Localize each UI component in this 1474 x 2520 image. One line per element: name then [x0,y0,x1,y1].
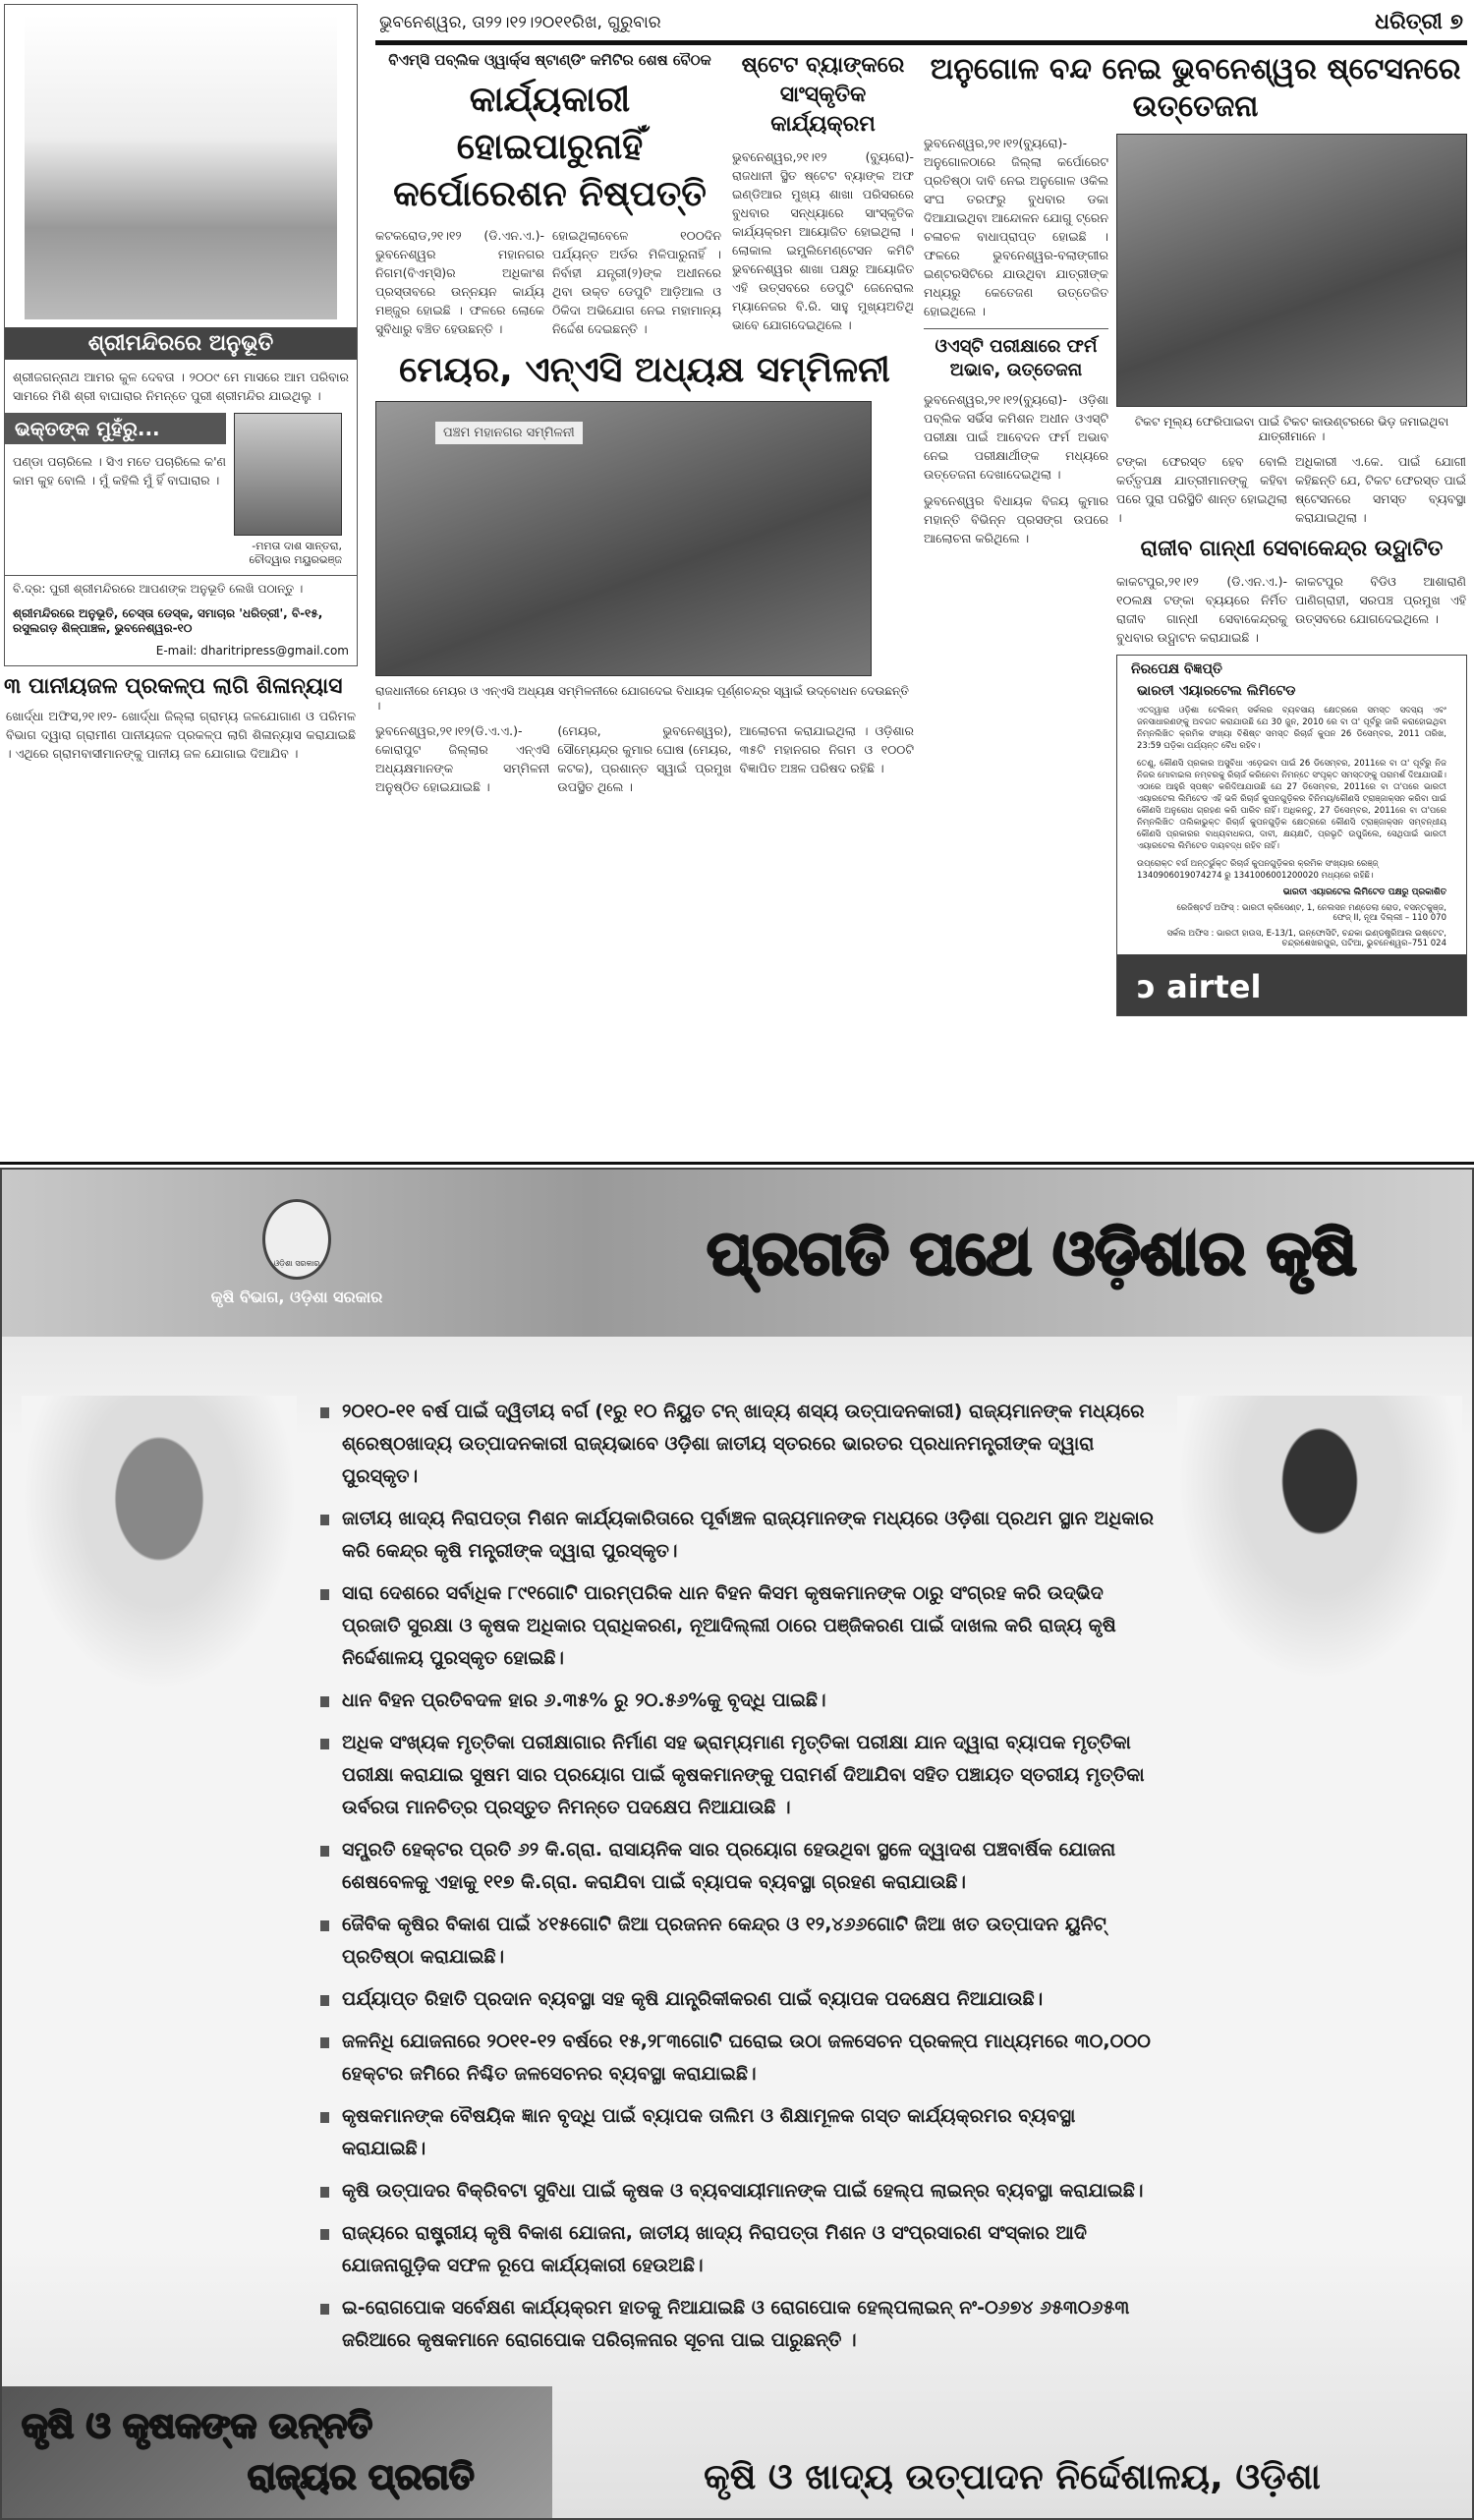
page-divider [0,1162,1474,1165]
stories-area [375,51,1467,1016]
headline-station: ଅନୁଗୋଳ ବନ୍ଦ ନେଇ ଭୁବନେଶ୍ୱର ଷ୍ଟେସନରେ ଉତ୍ତେଜନା [930,52,1461,124]
corp-bank-row [375,51,914,338]
story-station-body-2: ଟଙ୍କା ଫେରସ୍ତ ହେବ ବୋଲି କର୍ତ୍ତୃପକ୍ଷ ଯାତ୍ରୀମାନଙ୍କୁ କହିବା ପରେ ପୁରା ପରିସ୍ଥିତି ଶାନ୍ତ ହୋଇଥିଲା । [1116,454,1287,525]
story-corp-body-2: ହୋଇଥିଲାବେଳେ ୧୦୦ଦିନ ପର୍ଯ୍ୟନ୍ତ ଅର୍ଡର ମିଳିପାରୁନାହିଁ । ନିର୍ବାହୀ ଯନ୍ତ୍ରୀ(୨)ଙ୍କ ଅଧୀନରେ ଥିବା ଉକ୍ତ ଡେପୁଟି ଆଡ଼ିଆଲ ଓ ଠିକିଦା ଅଭିଯୋଗ ନେଇ ମହାମାନ୍ୟ ନିର୍ଦ୍ଦେଶ ଦେଇଛନ୍ତି । [552,228,721,336]
devotee-photo [234,413,342,536]
ad-title: ପ୍ରଗତି ପଥେ ଓଡ଼ିଶାର କୃଷି [707,1217,1357,1289]
devotee-block [5,413,357,567]
ad-department-block [2,1183,592,1323]
story-corp [375,51,724,338]
ad-bullet: ଜାତୀୟ ଖାଦ୍ୟ ନିରାପତ୍ତା ମିଶନ କାର୍ଯ୍ୟକାରିତାରେ ପୂର୍ବାଞ୍ଚଳ ରାଜ୍ୟମାନଙ୍କ ମଧ୍ୟରେ ଓଡ଼ିଶା ପ୍ରଥମ ସ୍ଥାନ ଅଧିକାର କରି କେନ୍ଦ୍ର କୃଷି ମନ୍ତ୍ରୀଙ୍କ ଦ୍ୱାରା ପୁରସ୍କୃତ। [316,1503,1158,1568]
ad-bullet: କୃଷି ଉତ୍ପାଦର ବିକ୍ରିବଟା ସୁବିଧା ପାଇଁ କୃଷକ ଓ ବ୍ୟବସାୟୀମାନଙ୍କ ପାଇଁ ହେଲ୍ପ ଲାଇନ୍‌ର ବ୍ୟବସ୍ଥା କରାଯାଇଛି। [316,2175,1158,2207]
stories-right-block [924,51,1467,1016]
notice-address-registered: ରେଜିଷ୍ଟର୍ଡ ଅଫିସ୍ : ଭାରତୀ କ୍ରିସେଣ୍ଟ, 1, ନେଲସନ ମଣ୍ଡେଲା ରୋଡ, ବସନ୍ତକୁଞ୍ଜ, ଫେଜ୍ II, ନୂଆ ଦିଲ୍ଲୀ – 110 070 [1176,903,1446,923]
dateline: ଭୁବନେଶ୍ୱର, ତା୨୨।୧୨।୨୦୧୧ରିଖ, ଗୁରୁବାର [379,12,661,32]
story-bank-body: ଭୁବନେଶ୍ୱର,୨୧।୧୨ (ବ୍ୟୁରୋ)- ରାଜଧାନୀ ସ୍ଥିତ ଷ୍ଟେଟ ବ୍ୟାଙ୍କ ଅଫ ଇଣ୍ଡିଆର ମୁଖ୍ୟ ଶାଖା ପରିସରରେ ବୁଧବାର ସନ୍ଧ୍ୟାରେ ସାଂସ୍କୃତିକ କାର୍ଯ୍ୟକ୍ରମ ଆୟୋଜିତ ହୋଇଥିଲା । ଲୋକାଲ ଇମ୍ପ୍ଲିମେଣ୍ଟେସନ କମିଟି ଭୁବନେଶ୍ୱର ଶାଖା ପକ୍ଷରୁ ଆୟୋଜିତ ଏହି ଉତ୍ସବରେ ଡେପୁଟି ଜେନେରାଲ ମ୍ୟାନେଜର ବି.ରି. ସାହୁ ମୁଖ୍ୟଅତିଥି ଭାବେ ଯୋଗଦେଇଥିଲେ । [732,149,914,332]
banner-bhakta: ଭକ୍ତଙ୍କ ମୁହଁରୁ... [5,413,226,444]
ad-bullet: ଧାନ ବିହନ ପ୍ରତିବଦଳ ହାର ୬.୩୫% ରୁ ୨୦.୫୬%କୁ ବୃଦ୍ଧି ପାଇଛି। [316,1685,1158,1717]
story-rajiv-body-1: କାକଟପୁର,୨୧।୧୨ (ଡି.ଏନ.ଏ.)- ୧୦ଲକ୍ଷ ଟଙ୍କା ବ୍ୟୟରେ ନିର୍ମିତ ରାଜୀବ ଗାନ୍ଧୀ ସେବାକେନ୍ଦ୍ରକୁ ବୁଧବାର ଉଦ୍ଘାଟନ କରାଯାଇଛି । [1116,574,1287,645]
rajiv-body-row [1116,572,1467,647]
chief-minister-photo [22,1396,297,1690]
ad-department: କୃଷି ବିଭାଗ, ଓଡ଼ିଶା ସରକାର [210,1288,383,1306]
airtel-notice [1116,655,1467,1016]
main-area [375,4,1467,1154]
ad-bullet: ଅଧିକ ସଂଖ୍ୟକ ମୃତ୍ତିକା ପରୀକ୍ଷାଗାର ନିର୍ମାଣ ସହ ଭ୍ରାମ୍ୟମାଣ ମୃତ୍ତିକା ପରୀକ୍ଷା ଯାନ ଦ୍ୱାରା ବ୍ୟାପକ ମୃତ୍ତିକା ପରୀକ୍ଷା କରାଯାଇ ସୁଷମ ସାର ପ୍ରୟୋଗ ପାଇଁ କୃଷକମାନଙ୍କୁ ପରାମର୍ଶ ଦିଆଯିବା ସହିତ ପଞ୍ଚାୟତ ସ୍ତରୀୟ ମୃତ୍ତିକା ଉର୍ବରତା ମାନଚିତ୍ର ପ୍ରସ୍ତୁତ ନିମନ୍ତେ ପଦକ୍ଷେପ ନିଆଯାଉଛି । [316,1727,1158,1824]
headline-corp: କାର୍ଯ୍ୟକାରୀ ହୋଇପାରୁନାହିଁ କର୍ପୋରେଶନ ନିଷ୍ପତ୍ତି [393,80,707,214]
notice-para-1: ଏତଦ୍ୱାରା ଓଡ଼ିଶା ଟେଲିକମ୍ ସର୍କଲର ବ୍ୟବସାୟ କ୍ଷେତ୍ରରେ ସମସ୍ତ ସଦସ୍ୟ ଏବଂ ଜନସାଧାରଣଙ୍କୁ ଅବଗତ କରାଯାଉଛି ଯେ 30 ଜୁନ, 2010 ରେ ବା ତା' ପୂର୍ବରୁ ଜାରି କରାହୋଇଥିବା ନିମ୍ନଲିଖିତ କ୍ରମିକ ସଂଖ୍ୟା ବିଶିଷ୍ଟ ସମସ୍ତ ରିଚାର୍ଜ କୁପନ 26 ଡିସେମ୍ବର, 2011 ତାରିଖ, 23:59 ଘଡ଼ିକା ପର୍ଯ୍ୟନ୍ତ ବୈଧ ରହିବ। [1137,706,1446,751]
agriculture-ad [0,1168,1474,2520]
ad-footer-directorate: କୃଷି ଓ ଖାଦ୍ୟ ଉତ୍ପାଦନ ନିର୍ଦ୍ଦେଶାଳୟ, ଓଡ଼ିଶା [704,2457,1321,2497]
story-water-body: ଖୋର୍ଦ୍ଧା ଅଫିସ,୨୧।୧୨- ଖୋର୍ଦ୍ଧା ଜିଲ୍ଲା ଗ୍ରାମ୍ୟ ଜଳଯୋଗାଣ ଓ ପରିମଳ ବିଭାଗ ଦ୍ୱାରା ଗ୍ରାମୀଣ ପାନୀୟଜଳ ପ୍ରକଳ୍ପ ଲାଗି ଶିଳାନ୍ୟାସ କରାଯାଇଛି । ଏଥିରେ ଗ୍ରାମବାସୀମାନଙ୍କୁ ପାନୀୟ ଜଳ ଯୋଗାଇ ଦିଆଯିବ । [6,709,356,761]
notice-para-2: ତେଣୁ, କୌଣସି ପ୍ରକାର ଅସୁବିଧା ଏଡ଼େଇବା ପାଇଁ 26 ଡିସେମ୍ବର, 2011ରେ ବା ତା' ପୂର୍ବରୁ ନିଜ ନିଜର ମୋବାଇଲ ନମ୍ବରକୁ ରିଚାର୍ଜ କରିନେବା ନିମନ୍ତେ ସଂପୃକ୍ତ ସମସ୍ତଙ୍କୁ ପରାମର୍ଶ ଦିଆଯାଉଛି। ଏଠାରେ ଆହୁରି ସ୍ପଷ୍ଟ କରିଦିଆଯାଉଛି ଯେ 27 ଡିସେମ୍ବର, 2011ରେ ବା ତା'ପରେ ଭାରତୀ ଏୟାରଟେଲ ଲିମିଟେଡ ଏହି ଭଳି ରିଚାର୍ଜ କୁପନଗୁଡ଼ିକର ବିନିମୟ/କୌଣସି ଟ୍ରାଞ୍ଜାକ୍ସନ କରିବା ପାଇଁ କୌଣସି ଅନୁରୋଧ ଗ୍ରହଣ କରି ପାରିବ ନାହିଁ। ଅଧିକନ୍ତୁ, 27 ଡିସେମ୍ବର, 2011ରେ ବା ତା'ପରେ ନିମ୍ନଲିଖିତ ତାଲିକାଭୁକ୍ତ ରିଚାର୍ଜ କୁପନଗୁଡ଼ିକ କ୍ଷେତ୍ରରେ କୌଣସି ଟ୍ରାଞ୍ଜାକ୍ସନ ସମ୍ବନ୍ଧୀୟ କୌଣସି ପ୍ରକାରର ବାଧ୍ୟବାଧକତା, ଦାବୀ, କ୍ଷୟକ୍ଷତି, ପ୍ରଭୃତି ଉପୁଜିଲେ, ସେଥିପାଇଁ ଭାରତୀ ଏୟାରଟେଲ ଲିମିଟେଡ ଦାୟବଦ୍ଧ ରହିବ ନାହିଁ। [1137,759,1446,851]
notice-signature: ଭାରତୀ ଏୟାରଟେଲ ଲିମିଟେଡ ପକ୍ଷରୁ ପ୍ରକାଶିତ [1282,888,1446,897]
masthead-rule [375,40,1467,45]
story-rajiv-body-2: କାକଟପୁର ବିଡିଓ ଆଶାରାଣି ପାଣିଗ୍ରାହୀ, ସରପଞ୍ଚ ପ୍ରମୁଖ ଏହି ଉତ୍ସବରେ ଯୋଗଦେଇଥିଲେ । [1295,574,1466,626]
story-station-body-3: ଅଧିକାରୀ ଏ.କେ. ପାଇଁ ଯୋଗୀ କହିଛନ୍ତି ଯେ, ଟିକଟ ଫେରସ୍ତ ପାଇଁ ଷ୍ଟେସନରେ ସମସ୍ତ ବ୍ୟବସ୍ଥା କରାଯାଇଥିଲା । [1295,454,1466,525]
mayor-conference-photo [375,401,872,676]
ad-bullet: ସାରା ଦେଶରେ ସର୍ବାଧିକ ୮୯୧ଗୋଟି ପାରମ୍ପରିକ ଧାନ ବିହନ କିସମ କୃଷକମାନଙ୍କ ଠାରୁ ସଂଗ୍ରହ କରି ଉଦ୍ଭିଦ ପ୍ରଜାତି ସୁରକ୍ଷା ଓ କୃଷକ ଅଧିକାର ପ୍ରାଧିକରଣ, ନୂଆଦିଲ୍ଲୀ ଠାରେ ପଞ୍ଜିକରଣ ପାଇଁ ଦାଖଲ କରି ରାଜ୍ୟ କୃଷି ନିର୍ଦ୍ଦେଶାଳୟ ପୁରସ୍କୃତ ହୋଇଛି। [316,1577,1158,1675]
left-column [4,4,358,666]
ad-bullet: ସମ୍ପ୍ରତି ହେକ୍ଟର ପ୍ରତି ୬୨ କି.ଗ୍ରା. ରାସାୟନିକ ସାର ପ୍ରୟୋଗ ହେଉଥିବା ସ୍ଥଳେ ଦ୍ୱାଦଶ ପଞ୍ଚବାର୍ଷିକ ଯୋଜନା ଶେଷବେଳକୁ ଏହାକୁ ୧୧୭ କି.ଗ୍ରା. କରାଯିବା ପାଇଁ ବ୍ୟାପକ ବ୍ୟବସ୍ଥା ଗ୍ରହଣ କରାଯାଉଛି। [316,1834,1158,1899]
story-mayor [375,348,914,796]
left-text-1: ଶ୍ରୀଜଗନ୍ନାଥ ଆମର କୁଳ ଦେବତା । ୨୦୦୯ ମେ ମାସରେ ଆମ ପରିବାର ସାମରେ ମିଶି ଶ୍ରୀ ବାଘାରାର ନିମନ୍ତେ ପୁରୀ ଶ୍ରୀମନ୍ଦିର ଯାଇଥିଲୁ । [13,370,349,403]
news-section [0,0,1474,1162]
ad-slogan-2: ରାଜ୍ୟର ପ୍ରଗତି [248,2457,475,2497]
notice-address-circle: ସର୍କଲ ଅଫିସ : ଭାରତୀ ହାଉସ, E-13/1, ଇନ୍ଫୋସିଟି, ଚନ୍ଦକା ଇଣ୍ଡଷ୍ଟ୍ରିଆଲ ଇଷ୍ଟେଟ, ଚନ୍ଦ୍ରଶେଖରପୁର, ପଟିଆ, ଭୁବନେଶ୍ୱର–751 024 [1166,929,1446,948]
headline-mayor: ମେୟର, ଏନ୍ଏସି ଅଧ୍ୟକ୍ଷ ସମ୍ମିଳନୀ [399,350,890,390]
page-folio: ଧରିତ୍ରୀ ୭ [1375,10,1463,34]
photo-banner-text: ପଞ୍ଚମ ମହାନଗର ସମ୍ମିଳନୀ [435,422,583,444]
notice-company: ଭାରତୀ ଏୟାରଟେଲ ଲିମିଟେଡ [1137,683,1296,699]
airtel-footer-band [1117,954,1466,1015]
ad-bottom-swoosh [2,2386,552,2518]
station-body-row [1116,452,1467,527]
stories-left-block [375,51,914,796]
headline-water: ୩ ପାନୀୟଜଳ ପ୍ରକଳ୍ପ ଲାଗି ଶିଳାନ୍ୟାସ [4,674,343,699]
ad-bullet: ଜଳନିଧି ଯୋଜନାରେ ୨୦୧୧-୧୨ ବର୍ଷରେ ୧୫,୨୮୩ଗୋଟି ଘରୋଇ ଉଠା ଜଳସେଚନ ପ୍ରକଳ୍ପ ମାଧ୍ୟମରେ ୩୦,୦୦୦ ହେକ୍ଟର ଜମିରେ ନିଶ୍ଚିତ ଜଳସେଚନର ବ୍ୟବସ୍ଥା କରାଯାଇଛି। [316,2026,1158,2090]
column-five [1116,134,1467,1016]
ad-bullet: ୨୦୧୦-୧୧ ବର୍ଷ ପାଇଁ ଦ୍ୱିତୀୟ ବର୍ଗ (୧ରୁ ୧୦ ନିୟୁତ ଟନ୍ ଖାଦ୍ୟ ଶସ୍ୟ ଉତ୍ପାଦନକାରୀ) ରାଜ୍ୟମାନଙ୍କ ମଧ୍ୟରେ ଶ୍ରେଷ୍ଠଖାଦ୍ୟ ଉତ୍ପାଦନକାରୀ ରାଜ୍ୟଭାବେ ଓଡ଼ିଶା ଜାତୀୟ ସ୍ତରରେ ଭାରତର ପ୍ରଧାନମନ୍ତ୍ରୀଙ୍କ ଦ୍ୱାରା ପୁରସ୍କୃତ। [316,1396,1158,1493]
notice-para-3: ଉପ୍ରୋକ୍ତ ବର୍ଗ ଅନ୍ତର୍ଭୁକ୍ତ ରିଚାର୍ଜ କୁପନଗୁଡ଼ିକର କ୍ରମିକ ସଂଖ୍ୟାର ରେଞ୍ଜ୍ 13409060190742​74 ରୁ 1341006001200020 ମଧ୍ୟରେ ରହିଛି। [1137,859,1379,881]
story-corp-body-1: କଟକରୋଡ,୨୧।୧୨ (ଡି.ଏନ.ଏ.)- ଭୁବନେଶ୍ୱର ମହାନଗର ନିଗମ(ବିଏମ୍ସି)ର ଅଧିକାଂଶ ପ୍ରସ୍ତାବରେ ଉନ୍ନୟନ କାର୍ଯ୍ୟ ମଞ୍ଜୁର ହୋଇଛି । ଫଳରେ ଲୋକେ ସୁବିଧାରୁ ବଞ୍ଚିତ ହେଉଛନ୍ତି । [375,228,544,336]
temple-image [25,15,337,319]
left-text-2: ପଣ୍ଡା ପଚାରିଲେ । ସିଏ ମତେ ପଚାରିଲେ କ'ଣ କାମ କୁହ ବୋଲି । ମୁଁ କହିଲି ମୁଁ ହିଁ ବାଘାରାର । [13,454,226,487]
ad-bullet: ଜୈବିକ କୃଷିର ବିକାଶ ପାଇଁ ୪୧୫ଗୋଟି ଜିଆ ପ୍ରଜନନ କେନ୍ଦ୍ର ଓ ୧୨,୪୬୬ଗୋଟି ଜିଆ ଖତ ଉତ୍ପାଦନ ୟୁନିଟ୍ ପ୍ରତିଷ୍ଠା କରାଯାଇଛି। [316,1909,1158,1974]
headline-bank: ଷ୍ଟେଟ ବ୍ୟାଙ୍କରେ ସାଂସ୍କୃତିକ କାର୍ଯ୍ୟକ୍ରମ [741,53,905,137]
left-note: ବି.ଦ୍ର: ପୁରୀ ଶ୍ରୀମନ୍ଦିରରେ ଆପଣଙ୍କ ଅନୁଭୂତି ଲେଖି ପଠାନ୍ତୁ । [5,575,357,599]
ad-middle [2,1337,1472,2386]
mayor-photo-caption: ରାଜଧାନୀରେ ମେୟର ଓ ଏନ୍ଏସି ଅଧ୍ୟକ୍ଷ ସମ୍ମିଳନୀରେ ଯୋଗଦେଇ ବିଧାୟକ ପୂର୍ଣ୍ଣଚନ୍ଦ୍ର ସ୍ୱାଇଁ ଉଦ୍‌ବୋଧନ ଦେଉଛନ୍ତି । [375,684,909,713]
story-mayor-body-1: ଭୁବନେଶ୍ୱର,୨୧।୧୨(ଡି.ଏ.ଏ.)- କୋରାପୁଟ ଜିଲ୍ଲାର ଏନ୍ଏସି ଅଧ୍ୟକ୍ଷମାନଙ୍କ ସମ୍ମିଳନୀ ଅନୁଷ୍ଠିତ ହୋଇଯାଇଛି । [375,723,550,794]
ad-bottom [2,2386,1472,2518]
story-bank [732,51,914,334]
banner-srimandir: ଶ୍ରୀମନ୍ଦିରରେ ଅନୁଭୂତି [5,327,357,360]
ad-header [2,1170,1472,1337]
ad-bullet: ରାଜ୍ୟରେ ରାଷ୍ଟ୍ରୀୟ କୃଷି ବିକାଶ ଯୋଜନା, ଜାତୀୟ ଖାଦ୍ୟ ନିରାପତ୍ତା ମିଶନ ଓ ସଂପ୍ରସାରଣ ସଂସ୍କାର ଆଦି ଯୋଜନାଗୁଡ଼ିକ ସଫଳ ରୂପେ କାର୍ଯ୍ୟକାରୀ ହେଉଅଛି। [316,2217,1158,2282]
devotee-text-col [5,413,226,489]
left-email[interactable]: E-mail: dharitripress@gmail.com [155,644,349,658]
left-column-wrap [4,4,358,1154]
story-station-body-1: ଭୁବନେଶ୍ୱର,୨୧।୧୨(ବ୍ୟୁରୋ)- ଅନୁଗୋଳଠାରେ ଜିଲ୍ଲା କର୍ପୋରେଟ ପ୍ରତିଷ୍ଠା ଦାବି ନେଇ ଅନୁଗୋଳ ଓକିଲ ସଂଘ ତରଫରୁ ବୁଧବାର ଡକା ଦିଆଯାଇଥିବା ଆନ୍ଦୋଳନ ଯୋଗୁ ଟ୍ରେନ ଚଳାଚଳ ବାଧାପ୍ରାପ୍ତ ହୋଇଛି । ଫଳରେ ଭୁବନେଶ୍ୱର-ବଲାଙ୍ଗୀର ଇଣ୍ଟରସିଟିରେ ଯାଉଥିବା ଯାତ୍ରୀଙ୍କ ମଧ୍ୟରୁ କେତେଜଣ ଉତ୍ତେଜିତ ହୋଇଥିଲେ । [924,136,1108,318]
station-photo-caption: ଟିକଟ ମୂଲ୍ୟ ଫେରିପାଇବା ପାଇଁ ଟିକଟ କାଉଣ୍ଟରରେ ଭିଡ଼ ଜମାଇଥିବା ଯାତ୍ରୀମାନେ । [1134,415,1449,443]
agriculture-minister-photo [1177,1396,1462,1681]
devotee-caption: -ମମତା ଦାଶ ସାନ୍ତରା, ଚୌଦ୍ୱାର ମୟୁରଭଞ୍ଜ [249,540,342,566]
notice-header: ନିରପେକ୍ଷ ବିଜ୍ଞପ୍ତି [1131,661,1222,677]
ad-bullet: ପର୍ଯ୍ୟାପ୍ତ ରିହାତି ପ୍ରଦାନ ବ୍ୟବସ୍ଥା ସହ କୃଷି ଯାନ୍ତ୍ରିକୀକରଣ ପାଇଁ ବ୍ୟାପକ ପଦକ୍ଷେପ ନିଆଯାଉଛି। [316,1983,1158,2016]
emblem-text: ଓଡ଼ିଶା ସରକାର [273,1259,320,1268]
kicker-corp: ବିଏମ୍ସି ପବ୍ଲିକ ଓ୍ୱାର୍କ୍ସ ଷ୍ଟାଣ୍ଡିଂ କମିଟିର ଶେଷ ବୈଠକ [388,51,711,69]
masthead [375,4,1467,34]
ad-bullet-list [316,1396,1158,2367]
devotee-photo-col [234,413,342,567]
ad-slogan-1: କୃଷି ଓ କୃଷକଙ୍କ ଉନ୍ନତି [22,2406,373,2446]
right-columns [924,134,1467,1016]
airtel-logo-text: airtel [1166,968,1262,1005]
station-crowd-photo [1116,134,1467,407]
odisha-emblem [262,1199,331,1280]
mayor-body-row [375,721,914,796]
corp-body-row [375,226,724,338]
left-footer: ଶ୍ରୀମନ୍ଦିରରେ ଅନୁଭୂତି, ଚେସ୍ତା ଡେସ୍କ, ସମାଚାର 'ଧରିତ୍ରୀ', ବି-୧୫, ରସୁଲଗଡ଼ ଶିଳ୍ପାଞ୍ଚଳ, ଭୁବନେଶ୍ୱର-୧୦ [13,606,323,635]
ad-bullet: ଇ-ରୋଗପୋକ ସର୍ବେକ୍ଷଣ କାର୍ଯ୍ୟକ୍ରମ ହାତକୁ ନିଆଯାଇଛି ଓ ରୋଗପୋକ ହେଲ୍ପଲାଇନ୍ ନଂ-୦୬୭୪ ୬୫୩୦୬୫୩ ଜରିଆରେ କୃଷକମାନେ ରୋଗପୋକ ପରିଚାଳନାର ସୂଚନା ପାଇ ପାରୁଛନ୍ତି । [316,2292,1158,2357]
column-four [924,134,1108,547]
ad-bullet: କୃଷକମାନଙ୍କ ବୈଷୟିକ ଜ୍ଞାନ ବୃଦ୍ଧି ପାଇଁ ବ୍ୟାପକ ତାଲିମ ଓ ଶିକ୍ଷାମୂଳକ ଗସ୍ତ କାର୍ଯ୍ୟକ୍ରମର ବ୍ୟବସ୍ଥା କରାଯାଇଛି। [316,2100,1158,2165]
story-mayor-body-4: ଭୁବନେଶ୍ୱର ବିଧାୟକ ବିଜୟ କୁମାର ମହାନ୍ତି ବିଭିନ୍ନ ପ୍ରସଙ୍ଗ ଉପରେ ଆଲୋଚନା କରିଥିଲେ । [924,493,1108,545]
airtel-swirl-icon: ↄ [1137,968,1156,1005]
headline-ost: ଓଏସ୍ଟି ପରୀକ୍ଷାରେ ଫର୍ମ ଅଭାବ, ଉତ୍ତେଜନା [924,328,1108,382]
story-ost-body: ଭୁବନେଶ୍ୱର,୨୧।୧୨(ବ୍ୟୁରୋ)- ଓଡ଼ିଶା ପବ୍ଲିକ ସର୍ଭିସ କମିଶନ ଅଧୀନ ଓଏସ୍ଟି ପରୀକ୍ଷା ପାଇଁ ଆବେଦନ ଫର୍ମ ଅଭାବ ନେଇ ପରୀକ୍ଷାର୍ଥୀଙ୍କ ମଧ୍ୟରେ ଉତ୍ତେଜନା ଦେଖାଦେଇଥିଲା । [924,392,1108,482]
story-mayor-body-3: ଆଲୋଚନା କରାଯାଇଥିଲା । ଓଡ଼ିଶାର ୩୫ଟି ମହାନଗର ନିଗମ ଓ ୧୦୦ଟି ବିଜ୍ଞାପିତ ଅଞ୍ଚଳ ପରିଷଦ ରହିଛି । [739,723,914,775]
headline-rajiv: ରାଜୀବ ଗାନ୍ଧୀ ସେବାକେନ୍ଦ୍ର ଉଦ୍ଘାଟିତ [1140,537,1444,561]
story-mayor-body-2: (ମେୟର, ଭୁବନେଶ୍ୱର), ସୌମ୍ୟେନ୍ଦ୍ର କୁମାର ଘୋଷ (ମେୟର, କଟକ), ପ୍ରଶାନ୍ତ ସ୍ୱାଇଁ ପ୍ରମୁଖ ଉପସ୍ଥିତ ଥିଲେ । [557,723,732,794]
